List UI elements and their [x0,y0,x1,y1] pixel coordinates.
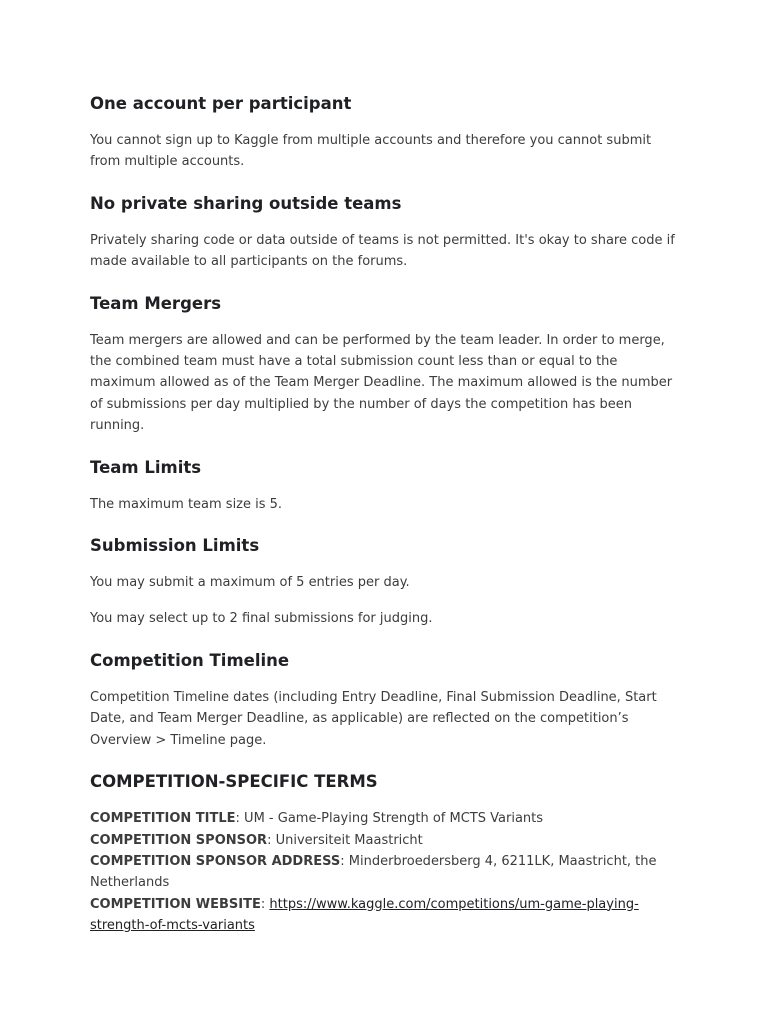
section-team-mergers [90,292,682,437]
section-paragraph: You may submit a maximum of 5 entries per day. [90,575,410,591]
section-competition-timeline [90,649,682,751]
section-team-limits [90,456,682,515]
section-submission-limits [90,534,682,630]
section-heading: No private sharing outside teams [90,193,402,213]
section-heading: Competition Timeline [90,650,290,670]
term-value: : UM - Game-Playing Strength of MCTS Variants [235,811,544,827]
term-competition-title [90,808,682,829]
term-value: : Universiteit Maastricht [267,832,423,848]
competition-website-link[interactable]: https://www.kaggle.com/competitions/um-game-playing-strength-of-mcts-variants [90,896,639,934]
term-label: COMPETITION TITLE [90,811,236,827]
section-no-private-sharing [90,192,682,273]
term-label: COMPETITION SPONSOR ADDRESS [90,853,341,869]
section-paragraph: You cannot sign up to Kaggle from multiple accounts and therefore you cannot submit from multiple accounts. [90,133,652,170]
section-paragraph: Privately sharing code or data outside of teams is not permitted. It's okay to share code if made available to all participants on the forums. [90,232,675,270]
term-sponsor-address [90,851,682,894]
section-heading: One account per participant [90,94,352,113]
section-heading: Submission Limits [90,536,260,556]
term-competition-website [90,894,682,937]
term-value: : Minderbroedersberg 4, 6211LK, Maastricht, the Netherlands [90,853,657,891]
term-label: COMPETITION SPONSOR [90,832,268,848]
section-heading: Team Mergers [90,293,222,313]
section-one-account [90,92,682,173]
section-paragraph: You may select up to 2 final submissions for judging. [90,611,433,627]
section-paragraph: Team mergers are allowed and can be performed by the team leader. In order to merge, the combined team must have a total submission count less than or equal to the maximum allowed as of the Team Merger Deadline. The maximum allowed is the number of submissions per day multiplied by the number of days the competition has been running. [90,332,673,434]
document-page [90,92,682,937]
section-paragraph: Competition Timeline dates (including Entry Deadline, Final Submission Deadline, Start Date, and Team Merger Deadline, as applicable) are reflected on the competition’s Overview > Timeline page. [90,689,657,748]
section-competition-specific-terms [90,770,682,936]
term-label: COMPETITION WEBSITE [90,896,261,912]
term-separator: : [260,896,270,912]
section-paragraph: The maximum team size is 5. [90,496,283,512]
term-competition-sponsor [90,830,682,851]
section-heading: Team Limits [90,457,202,477]
terms-heading: COMPETITION-SPECIFIC TERMS [90,772,378,792]
